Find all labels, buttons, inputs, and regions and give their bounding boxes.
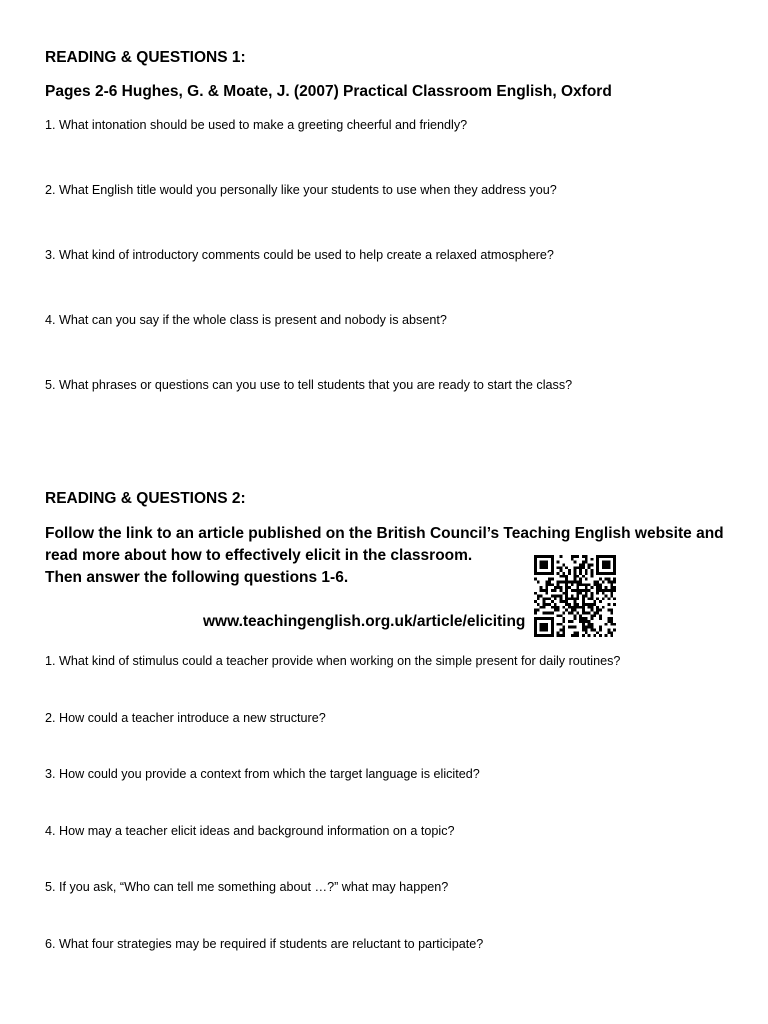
- section2-intro: [45, 523, 725, 589]
- section1-question-3: 3. What kind of introductory comments could be used to help create a relaxed atmosphere?: [45, 248, 554, 262]
- section2-question-5: 5. If you ask, “Who can tell me something about …?” what may happen?: [45, 880, 449, 894]
- section2-question-2: 2. How could a teacher introduce a new structure?: [45, 711, 326, 725]
- section2-question-3: 3. How could you provide a context from which the target language is elicited?: [45, 767, 480, 781]
- section2-question-4: 4. How may a teacher elicit ideas and background information on a topic?: [45, 824, 455, 838]
- qr-code-icon: [534, 555, 616, 637]
- section1-question-2: 2. What English title would you personally like your students to use when they address you?: [45, 183, 557, 197]
- section2-intro-line-3: Then answer the following questions 1-6.: [45, 569, 349, 586]
- section1-reference: Pages 2-6 Hughes, G. & Moate, J. (2007) Practical Classroom English, Oxford: [45, 83, 612, 100]
- section1-question-4: 4. What can you say if the whole class is present and nobody is absent?: [45, 313, 447, 327]
- section1-question-1: 1. What intonation should be used to make a greeting cheerful and friendly?: [45, 118, 468, 132]
- section2-intro-line-2: read more about how to effectively elicit in the classroom.: [45, 547, 473, 564]
- section2-heading: READING & QUESTIONS 2:: [45, 490, 246, 507]
- section2-intro-line-1: Follow the link to an article published on the British Council’s Teaching English website and: [45, 525, 724, 542]
- section2-question-1: 1. What kind of stimulus could a teacher provide when working on the simple present for daily routines?: [45, 654, 621, 668]
- section1-question-5: 5. What phrases or questions can you use to tell students that you are ready to start the class?: [45, 378, 573, 392]
- section1-heading: READING & QUESTIONS 1:: [45, 49, 246, 66]
- article-link[interactable]: www.teachingenglish.org.uk/article/eliciting: [203, 613, 526, 630]
- section2-question-6: 6. What four strategies may be required if students are reluctant to participate?: [45, 937, 484, 951]
